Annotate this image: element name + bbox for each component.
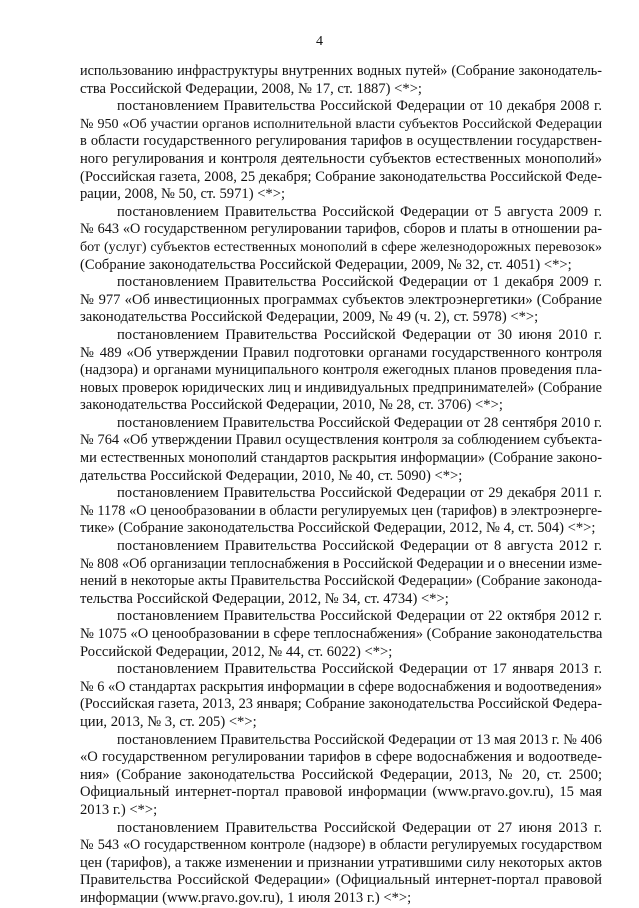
text-line: бот (услуг) субъектов естественных монополий в сфере железнодорожных перевозок» xyxy=(80,238,602,255)
paragraph xyxy=(80,732,602,820)
text-line: «О государственном регулировании тарифов в сфере водоснабжения и водоотведе- xyxy=(80,749,602,766)
text-line: постановлением Правительства Российской Федерации от 29 декабря 2011 г. xyxy=(117,485,602,502)
text-line: № 950 «Об участии органов исполнительной власти субъектов Российской Федерации xyxy=(80,115,602,132)
text-line: ного регулирования и контроля деятельности субъектов естественных монополий» xyxy=(80,150,602,167)
text-line: ции, 2013, № 3, ст. 205) <*>; xyxy=(80,713,257,730)
document-body xyxy=(80,63,602,908)
text-line: тике» (Собрание законодательства Российской Федерации, 2012, № 4, ст. 504) <*>; xyxy=(80,520,596,537)
text-line: новых проверок юридических лиц и индивидуальных предпринимателей» (Собрание xyxy=(80,379,602,396)
text-line: № 764 «Об утверждении Правил осуществления контроля за соблюдением субъекта- xyxy=(80,432,602,449)
text-line: постановлением Правительства Российской Федерации от 27 июня 2013 г. xyxy=(117,819,602,836)
paragraph xyxy=(80,538,602,608)
text-line: (Собрание законодательства Российской Федерации, 2009, № 32, ст. 4051) <*>; xyxy=(80,256,572,273)
paragraph xyxy=(80,415,602,485)
text-line: № 6 «О стандартах раскрытия информации в сфере водоснабжения и водоотведения» xyxy=(80,678,603,695)
paragraph xyxy=(80,63,602,98)
paragraph xyxy=(80,661,602,731)
text-line: рации, 2008, № 50, ст. 5971) <*>; xyxy=(80,186,286,203)
text-line: дательства Российской Федерации, 2010, № 40, ст. 5090) <*>; xyxy=(80,467,463,484)
text-line: Российской Федерации, 2012, № 44, ст. 6022) <*>; xyxy=(80,643,393,660)
paragraph xyxy=(80,485,602,538)
text-line: постановлением Правительства Российской Федерации от 8 августа 2012 г. xyxy=(117,538,602,555)
text-line: постановлением Правительства Российской Федерации от 17 января 2013 г. xyxy=(117,661,602,678)
text-line: постановлением Правительства Российской Федерации от 28 сентября 2010 г. xyxy=(117,414,602,431)
text-line: ства Российской Федерации, 2008, № 17, ст. 1887) <*>; xyxy=(80,80,422,97)
text-line: № 1075 «О ценообразовании в сфере теплоснабжения» (Собрание законодательства xyxy=(80,626,603,642)
paragraph xyxy=(80,327,602,415)
text-line: № 808 «Об организации теплоснабжения в Российской Федерации и о внесении изме- xyxy=(80,555,602,572)
text-line: ми естественных монополий стандартов раскрытия информации» (Собрание законо- xyxy=(80,450,602,467)
text-line: (надзора) и органами муниципального контроля ежегодных планов проведения пла- xyxy=(80,362,602,379)
text-line: ния» (Собрание законодательства Российской Федерации, 2013, № 20, ст. 2500; xyxy=(80,766,602,783)
text-line: информации (www.pravo.gov.ru), 1 июля 2013 г.) <*>; xyxy=(80,889,412,906)
text-line: № 977 «Об инвестиционных программах субъектов электроэнергетики» (Собрание xyxy=(80,291,602,308)
paragraph xyxy=(80,204,602,274)
text-line: цен (тарифов), а также изменении и признании утратившими силу некоторых актов xyxy=(80,854,602,871)
text-line: (Российская газета, 2013, 23 января; Собрание законодательства Российской Федера- xyxy=(80,696,602,713)
text-line: законодательства Российской Федерации, 2009, № 49 (ч. 2), ст. 5978) <*>; xyxy=(80,309,539,326)
text-line: законодательства Российской Федерации, 2010, № 28, ст. 3706) <*>; xyxy=(80,397,503,414)
text-line: № 489 «Об утверждении Правил подготовки органами государственного контроля xyxy=(80,344,602,361)
text-line: постановлением Правительства Российской Федерации от 13 мая 2013 г. № 406 xyxy=(117,731,602,748)
text-line: использованию инфраструктуры внутренних водных путей» (Собрание законодатель- xyxy=(80,63,602,79)
text-line: Официальный интернет-портал правовой информации (www.pravo.gov.ru), 15 мая xyxy=(80,784,602,801)
text-line: в области государственного регулирования тарифов в осуществлении государствен- xyxy=(80,133,602,150)
text-line: постановлением Правительства Российской Федерации от 22 октября 2012 г. xyxy=(117,608,602,625)
text-line: (Российская газета, 2008, 25 декабря; Собрание законодательства Российской Феде- xyxy=(80,168,602,185)
text-line: постановлением Правительства Российской Федерации от 5 августа 2009 г. xyxy=(117,203,602,220)
text-line: нений в некоторые акты Правительства Российской Федерации» (Собрание законода- xyxy=(80,573,602,590)
text-line: 2013 г.) <*>; xyxy=(80,801,158,818)
text-line: тельства Российской Федерации, 2012, № 34, ст. 4734) <*>; xyxy=(80,590,449,607)
text-line: № 1178 «О ценообразовании в области регулируемых цен (тарифов) в электроэнерге- xyxy=(80,502,602,519)
paragraph xyxy=(80,820,602,908)
paragraph xyxy=(80,274,602,327)
text-line: постановлением Правительства Российской Федерации от 10 декабря 2008 г. xyxy=(117,98,602,115)
text-line: № 543 «О государственном контроле (надзоре) в области регулируемых государством xyxy=(80,837,602,854)
paragraph xyxy=(80,608,602,661)
text-line: постановлением Правительства Российской Федерации от 30 июня 2010 г. xyxy=(117,326,602,343)
page-number: 4 xyxy=(316,34,323,49)
text-line: Правительства Российской Федерации» (Официальный интернет-портал правовой xyxy=(80,872,602,889)
text-line: № 643 «О государственном регулировании тарифов, сборов и платы в отношении ра- xyxy=(80,221,602,238)
paragraph xyxy=(80,98,602,204)
text-line: постановлением Правительства Российской Федерации от 1 декабря 2009 г. xyxy=(117,274,602,291)
